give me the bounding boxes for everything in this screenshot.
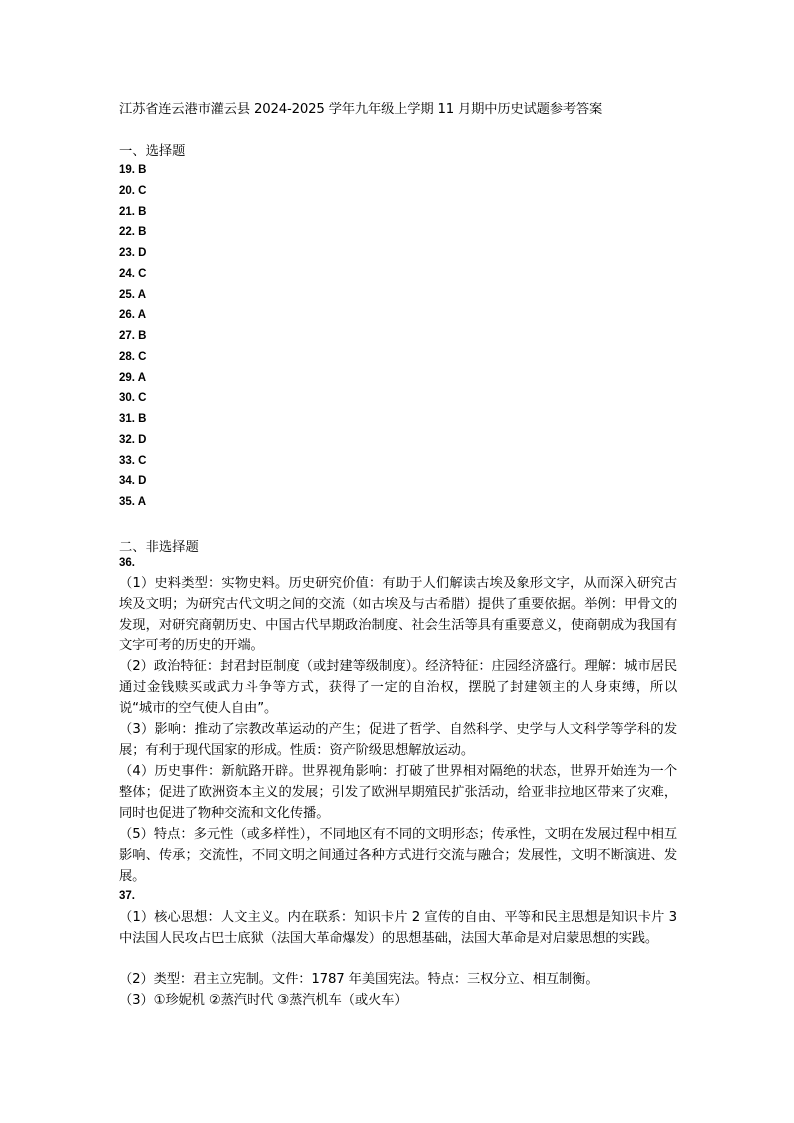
list-item: 26. A bbox=[119, 309, 147, 322]
list-item: 30. C bbox=[119, 392, 147, 405]
q37-part-3: （3）①珍妮机 ②蒸汽时代 ③蒸汽机车（或火车） bbox=[119, 993, 408, 1008]
list-item: 23. D bbox=[119, 247, 147, 259]
list-item: 21. B bbox=[119, 205, 147, 218]
list-item: 27. B bbox=[119, 330, 147, 342]
list-item: 35. A bbox=[119, 496, 147, 508]
question-number-37: 37. bbox=[119, 890, 135, 902]
question-number-36: 36. bbox=[119, 557, 135, 569]
list-item: 33. C bbox=[119, 454, 147, 467]
list-item: 22. B bbox=[119, 226, 147, 239]
list-item: 31. B bbox=[119, 413, 147, 425]
list-item: 34. D bbox=[119, 475, 147, 488]
document-title: 江苏省连云港市灌云县 2024-2025 学年九年级上学期 11 月期中历史试题参考答案 bbox=[119, 102, 603, 117]
list-item: 19. B bbox=[119, 164, 147, 176]
section-heading-non-choice: 二、非选择题 bbox=[119, 540, 199, 555]
section-heading-choice: 一、选择题 bbox=[119, 144, 186, 159]
list-item: 20. C bbox=[119, 184, 147, 197]
list-item: 32. D bbox=[119, 433, 147, 446]
answer-list bbox=[119, 162, 147, 515]
q37-part-1: （1）核心思想：人文主义。内在联系：知识卡片 2 宣传的自由、平等和民主思想是知识卡片 3 中法国人民攻占巴士底狱（法国大革命爆发）的思想基础，法国大革命是对启蒙思想的实践。 bbox=[119, 910, 677, 946]
q36-part-5: （5）特点：多元性（或多样性），不同地区有不同的文明形态；传承性，文明在发展过程中相互影响、传承；交流性，不同文明之间通过各种方式进行交流与融合；发展性，文明不断演进、发展。 bbox=[119, 827, 677, 884]
q37-part-2: （2）类型：君主立宪制。文件：1787 年美国宪法。特点：三权分立、相互制衡。 bbox=[119, 972, 599, 987]
q36-part-2: （2）政治特征：封君封臣制度（或封建等级制度）。经济特征：庄园经济盛行。理解：城市居民通过金钱赎买或武力斗争等方式，获得了一定的自治权，摆脱了封建领主的人身束缚，所以说“城市的空气使人自由”。 bbox=[119, 659, 677, 716]
q36-part-1: （1）史料类型：实物史料。历史研究价值：有助于人们解读古埃及象形文字，从而深入研究古埃及文明；为研究古代文明之间的交流（如古埃及与古希腊）提供了重要依据。举例：甲骨文的发现，对研究商朝历史、中国古代早期政治制度、社会生活等具有重要意义，使商朝成为我国有文字可考的历史的开端。 bbox=[119, 576, 677, 654]
list-item: 29. A bbox=[119, 371, 147, 384]
q36-part-4: （4）历史事件：新航路开辟。世界视角影响：打破了世界相对隔绝的状态，世界开始连为一个整体；促进了欧洲资本主义的发展；引发了欧洲早期殖民扩张活动，给亚非拉地区带来了灾难，同时也促进了物种交流和文化传播。 bbox=[119, 764, 677, 821]
list-item: 28. C bbox=[119, 350, 147, 363]
list-item: 24. C bbox=[119, 267, 147, 280]
q36-part-3: （3）影响：推动了宗教改革运动的产生；促进了哲学、自然科学、史学与人文科学等学科的发展；有利于现代国家的形成。性质：资产阶级思想解放运动。 bbox=[119, 722, 677, 758]
list-item: 25. A bbox=[119, 288, 147, 301]
